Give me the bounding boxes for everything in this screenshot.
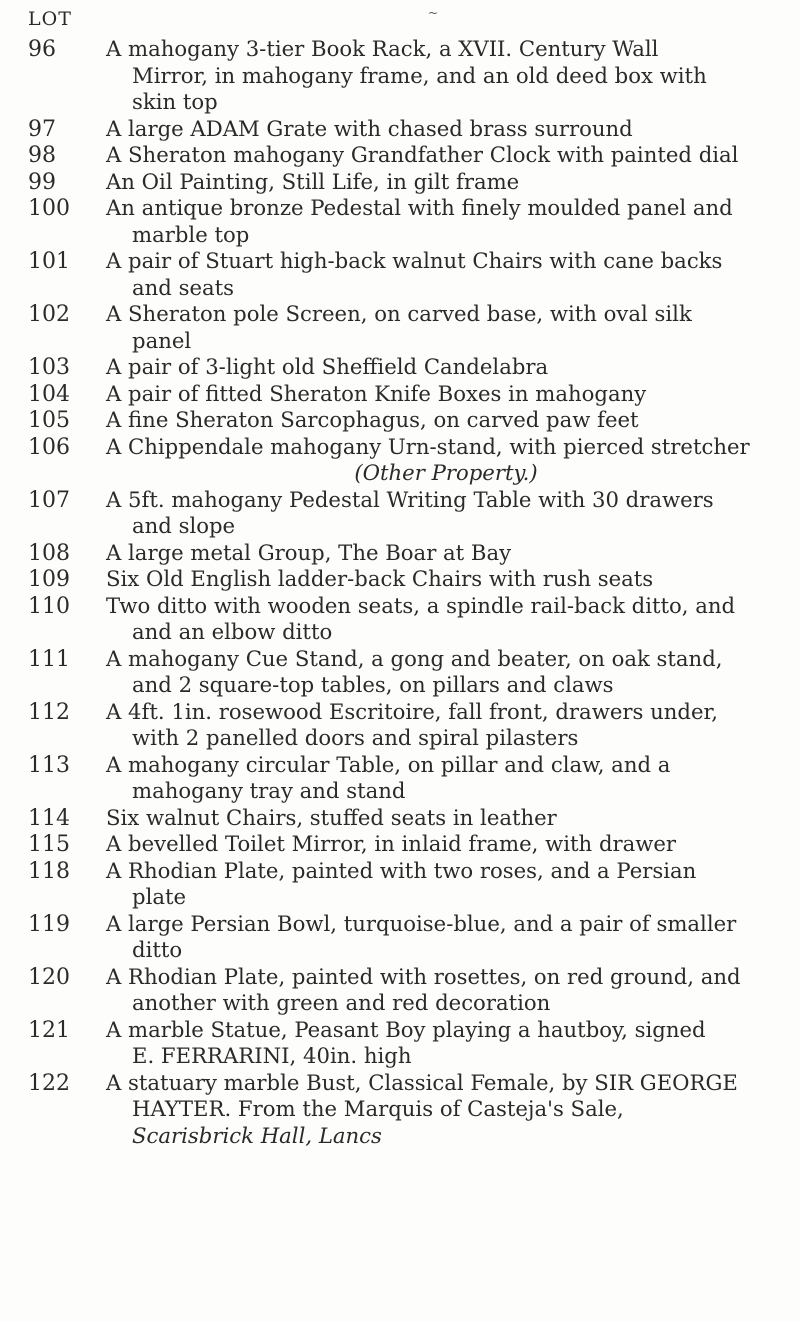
lot-entry (0, 169, 800, 196)
description-line: panel (132, 327, 192, 353)
lot-description (106, 858, 786, 911)
lot-entry (0, 805, 800, 832)
lot-description (106, 169, 786, 196)
lot-number: 120 (28, 964, 70, 990)
description-line: A statuary marble Bust, Classical Female, by SIR GEORGE (106, 1069, 738, 1095)
lot-entry (0, 593, 800, 646)
description-line: An Oil Painting, Still Life, in gilt frame (106, 168, 520, 194)
description-line: A mahogany circular Table, on pillar and claw, and a (106, 751, 671, 777)
lot-number: 107 (28, 487, 70, 513)
description-line: ditto (132, 937, 183, 962)
lot-number: 112 (28, 699, 70, 725)
lot-entry (0, 699, 800, 752)
description-line: A pair of Stuart high-back walnut Chairs with cane backs (106, 248, 723, 273)
lot-number: 122 (28, 1070, 70, 1096)
property-note: (Other Property.) (354, 460, 538, 485)
lot-description (106, 116, 786, 143)
description-line: A marble Statue, Peasant Boy playing a hautboy, signed (106, 1016, 706, 1042)
description-line: A large metal Group, The Boar at Bay (106, 539, 512, 565)
description-line: and slope (132, 513, 236, 538)
lot-description (106, 407, 786, 434)
lot-description (106, 540, 786, 567)
lot-description (106, 593, 786, 646)
lot-description (106, 487, 786, 540)
lot-description (106, 964, 786, 1017)
lot-number: 106 (28, 434, 70, 460)
description-line: another with green and red decoration (132, 990, 551, 1015)
lot-number: 109 (28, 567, 70, 592)
lot-entry (0, 831, 800, 858)
lot-number: 100 (28, 196, 70, 221)
description-line: E. FERRARINI, 40in. high (132, 1043, 412, 1068)
lot-column-header: LOT (28, 8, 72, 30)
description-line: and 2 square-top tables, on pillars and claws (132, 672, 614, 697)
description-line: A mahogany Cue Stand, a gong and beater, on oak stand, (106, 645, 723, 671)
lot-description (106, 248, 786, 301)
lot-entry (0, 434, 800, 487)
lot-entry (0, 248, 800, 301)
lot-description (106, 381, 786, 408)
lot-description (106, 911, 786, 964)
lot-description (106, 805, 786, 832)
lot-entry (0, 487, 800, 540)
description-line: and an elbow ditto (132, 619, 333, 644)
description-line: Six walnut Chairs, stuffed seats in leather (106, 804, 557, 830)
lot-description (106, 142, 786, 169)
description-line: A mahogany 3-tier Book Rack, a XVII. Century Wall (106, 36, 659, 61)
lot-entry (0, 646, 800, 699)
description-line: A Sheraton pole Screen, on carved base, with oval silk (106, 301, 692, 326)
lot-entry (0, 752, 800, 805)
description-line: A Rhodian Plate, painted with two roses, and a Persian (106, 857, 697, 883)
description-line: with 2 panelled doors and spiral pilasters (132, 725, 579, 750)
lot-number: 108 (28, 540, 70, 566)
description-line: Six Old English ladder-back Chairs with rush seats (106, 566, 654, 591)
lot-entry (0, 195, 800, 248)
lot-description (106, 699, 786, 752)
lot-number: 104 (28, 381, 70, 407)
lot-number: 98 (28, 143, 56, 168)
lot-entry (0, 540, 800, 567)
lot-number: 114 (28, 805, 70, 831)
description-line: A pair of fitted Sheraton Knife Boxes in mahogany (106, 380, 647, 406)
lot-number: 96 (28, 37, 56, 62)
description-line: A bevelled Toilet Mirror, in inlaid frame, with drawer (106, 831, 677, 856)
lot-description (106, 566, 786, 593)
lot-description (106, 36, 786, 116)
description-line: and seats (132, 274, 235, 300)
description-line: A large ADAM Grate with chased brass surround (106, 115, 633, 141)
lot-description (106, 195, 786, 248)
lot-number: 101 (28, 249, 70, 274)
lot-number: 115 (28, 832, 70, 857)
description-line: skin top (132, 89, 218, 114)
description-line: Scarisbrick Hall, Lancs (132, 1122, 382, 1148)
lot-entry (0, 911, 800, 964)
description-line: A Sheraton mahogany Grandfather Clock with painted dial (106, 142, 739, 167)
lot-entry (0, 407, 800, 434)
lot-description (106, 646, 786, 699)
description-line: A 5ft. mahogany Pedestal Writing Table with 30 drawers (106, 486, 714, 512)
description-line: plate (132, 884, 187, 909)
lot-number: 99 (28, 169, 56, 195)
lot-number: 111 (28, 646, 70, 672)
description-line: Mirror, in mahogany frame, and an old deed box with (132, 62, 707, 88)
description-line: mahogany tray and stand (132, 778, 406, 803)
lot-description (106, 301, 786, 354)
lot-description (106, 434, 786, 487)
description-line: marble top (132, 221, 250, 247)
lot-description (106, 752, 786, 805)
lot-entry (0, 858, 800, 911)
lot-number: 105 (28, 408, 70, 433)
description-line: A fine Sheraton Sarcophagus, on carved paw feet (106, 407, 639, 432)
lot-number: 102 (28, 302, 70, 327)
page-mark: ~ (428, 6, 439, 20)
lot-description (106, 1070, 786, 1150)
lot-entry (0, 116, 800, 143)
description-line: A large Persian Bowl, turquoise-blue, and a pair of smaller (106, 910, 737, 936)
lot-description (106, 354, 786, 381)
description-line: A 4ft. 1in. rosewood Escritoire, fall front, drawers under, (106, 698, 719, 724)
lot-number: 110 (28, 593, 70, 619)
description-line: A pair of 3-light old Sheffield Candelabra (106, 354, 549, 379)
lot-entry (0, 1017, 800, 1070)
lot-number: 103 (28, 355, 70, 380)
lot-entry (0, 142, 800, 169)
description-line: HAYTER. From the Marquis of Casteja's Sale, (132, 1096, 624, 1121)
lot-number: 121 (28, 1017, 70, 1043)
lot-number: 119 (28, 911, 70, 937)
description-line: A Chippendale mahogany Urn-stand, with pierced stretcher (106, 433, 750, 459)
lot-description (106, 1017, 786, 1070)
description-line: A Rhodian Plate, painted with rosettes, on red ground, and (106, 963, 741, 989)
lot-entry (0, 964, 800, 1017)
lot-entry (0, 36, 800, 116)
lot-entry (0, 381, 800, 408)
description-line: Two ditto with wooden seats, a spindle rail-back ditto, and (106, 592, 736, 618)
lot-entry (0, 566, 800, 593)
lot-description (106, 831, 786, 858)
lot-entry (0, 1070, 800, 1150)
lot-number: 113 (28, 752, 70, 778)
description-line: An antique bronze Pedestal with finely moulded panel and (106, 195, 733, 220)
lot-entry (0, 301, 800, 354)
lot-list (0, 36, 800, 1149)
lot-number: 118 (28, 858, 70, 884)
lot-number: 97 (28, 116, 56, 142)
lot-entry (0, 354, 800, 381)
